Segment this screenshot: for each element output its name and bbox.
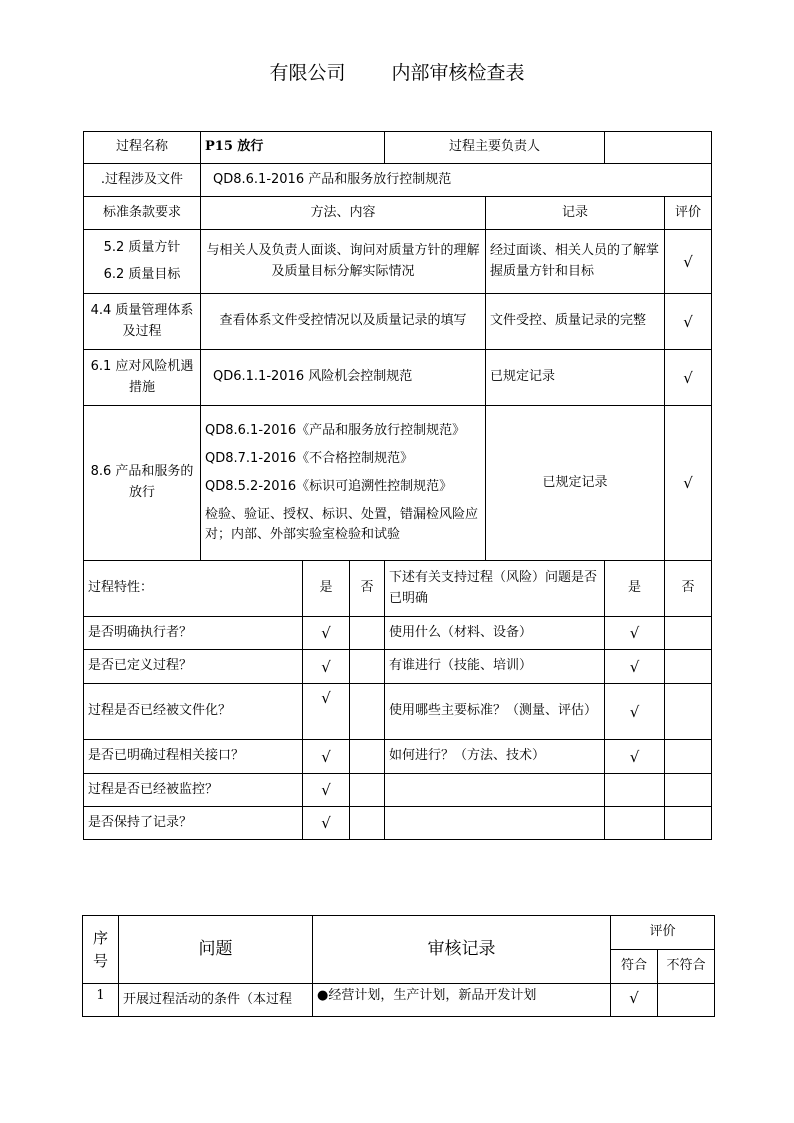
company-name: 有限公司 — [269, 62, 346, 84]
method-cell: QD6.1.1-2016 风险机会控制规范 — [201, 350, 486, 406]
row-number: 1 — [83, 984, 119, 1017]
col-record-header: 记录 — [486, 197, 665, 230]
check-mark: √ — [605, 617, 665, 650]
docs-value: QD8.6.1-2016 产品和服务放行控制规范 — [201, 164, 712, 197]
characteristics-label: 过程特性： — [84, 561, 303, 617]
method-line: QD8.7.1-2016《不合格控制规范》 — [205, 450, 414, 466]
method-line: QD8.6.1-2016《产品和服务放行控制规范》 — [205, 422, 466, 438]
check-mark: √ — [303, 617, 350, 650]
method-line: 检验、验证、授权、标识、处置，错漏检风险应对；内部、外部实验室检验和试验 — [205, 507, 479, 543]
clause-cell: 8.6 产品和服务的放行 — [84, 406, 201, 561]
question-right: 有谁进行（技能、培训） — [385, 650, 605, 684]
question-left: 是否已定义过程？ — [84, 650, 303, 684]
empty-cell — [665, 617, 712, 650]
empty-cell — [605, 774, 665, 807]
check-mark: √ — [303, 684, 350, 740]
empty-cell — [350, 740, 385, 774]
audit-checklist-table — [83, 131, 712, 840]
question-left: 过程是否已经被文件化？ — [84, 684, 303, 740]
clause-text: 6.2 质量目标 — [103, 266, 181, 282]
method-line: QD8.5.2-2016《标识可追溯性控制规范》 — [205, 478, 453, 494]
col-eval-header: 评价 — [665, 197, 712, 230]
col-nok-header: 不符合 — [658, 950, 715, 984]
method-cell — [201, 406, 486, 561]
empty-cell — [350, 684, 385, 740]
record-cell: 文件受控、质量记录的完整 — [486, 294, 665, 350]
col-method-header: 方法、内容 — [201, 197, 486, 230]
record-cell: 已规定记录 — [486, 406, 665, 561]
empty-cell — [658, 984, 715, 1017]
record-cell: 经过面谈、相关人员的了解掌握质量方针和目标 — [486, 230, 665, 294]
empty-cell — [665, 807, 712, 840]
support-questions-label: 下述有关支持过程（风险）问题是否已明确 — [385, 561, 605, 617]
empty-cell — [350, 650, 385, 684]
empty-cell — [385, 774, 605, 807]
check-mark: √ — [665, 230, 712, 294]
check-mark: √ — [303, 650, 350, 684]
process-name-value: P15 放行 — [201, 132, 385, 164]
check-mark: √ — [303, 774, 350, 807]
clause-cell: 4.4 质量管理体系及过程 — [84, 294, 201, 350]
process-name-label: 过程名称 — [84, 132, 201, 164]
empty-cell — [605, 807, 665, 840]
method-cell: 与相关人及负责人面谈、询问对质量方针的理解及质量目标分解实际情况 — [201, 230, 486, 294]
yes-header: 是 — [303, 561, 350, 617]
question-left: 过程是否已经被监控？ — [84, 774, 303, 807]
question-right: 如何进行？（方法、技术） — [385, 740, 605, 774]
col-question-header: 问题 — [119, 916, 313, 984]
empty-cell — [350, 807, 385, 840]
col-no-header: 序号 — [83, 916, 119, 984]
empty-cell — [665, 684, 712, 740]
question-left: 是否已明确过程相关接口？ — [84, 740, 303, 774]
check-mark: √ — [303, 807, 350, 840]
clause-cell: 6.1 应对风险机遇措施 — [84, 350, 201, 406]
empty-cell — [350, 774, 385, 807]
page-title — [0, 58, 794, 85]
check-mark: √ — [665, 350, 712, 406]
col-eval-header: 评价 — [611, 916, 715, 950]
no-header: 否 — [665, 561, 712, 617]
check-mark: √ — [665, 294, 712, 350]
docs-label: .过程涉及文件 — [84, 164, 201, 197]
col-record-header: 审核记录 — [313, 916, 611, 984]
record-cell: ●经营计划，生产计划，新品开发计划 — [313, 984, 611, 1017]
col-clause-header: 标准条款要求 — [84, 197, 201, 230]
yes-header: 是 — [605, 561, 665, 617]
empty-cell — [350, 617, 385, 650]
empty-cell — [665, 740, 712, 774]
audit-record-table — [82, 915, 715, 1017]
empty-cell — [665, 650, 712, 684]
method-cell: 查看体系文件受控情况以及质量记录的填写 — [201, 294, 486, 350]
question-cell: 开展过程活动的条件（本过程 — [119, 984, 313, 1017]
no-header: 否 — [350, 561, 385, 617]
question-right: 使用什么（材料、设备） — [385, 617, 605, 650]
question-right: 使用哪些主要标准？（测量、评估） — [385, 684, 605, 740]
clause-text: 5.2 质量方针 — [103, 240, 181, 256]
check-mark: √ — [605, 684, 665, 740]
question-left: 是否明确执行者？ — [84, 617, 303, 650]
empty-cell — [665, 774, 712, 807]
empty-cell — [385, 807, 605, 840]
clause-cell — [84, 230, 201, 294]
owner-value — [605, 132, 712, 164]
checklist-title: 内部审核检查表 — [391, 62, 525, 84]
col-ok-header: 符合 — [611, 950, 658, 984]
check-mark: √ — [605, 650, 665, 684]
check-mark: √ — [611, 984, 658, 1017]
owner-label: 过程主要负责人 — [385, 132, 605, 164]
record-cell: 已规定记录 — [486, 350, 665, 406]
check-mark: √ — [303, 740, 350, 774]
check-mark: √ — [665, 406, 712, 561]
question-left: 是否保持了记录？ — [84, 807, 303, 840]
check-mark: √ — [605, 740, 665, 774]
